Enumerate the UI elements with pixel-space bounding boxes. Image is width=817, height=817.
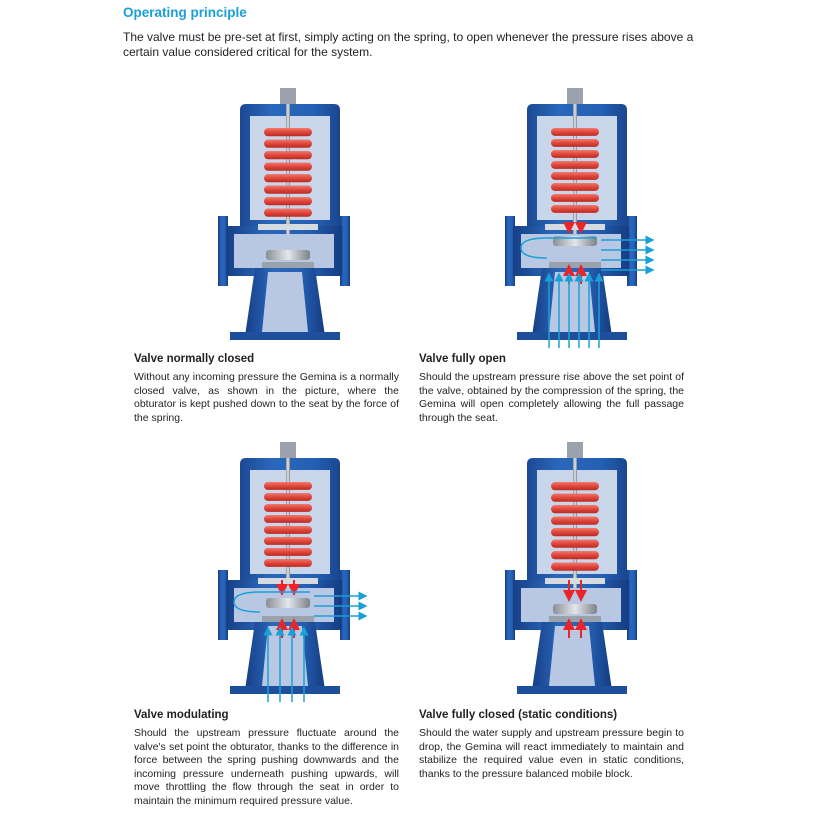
adjusting-nut <box>567 88 583 104</box>
valve-seat <box>549 262 601 268</box>
valve-body <box>505 442 637 694</box>
caption-title: Valve normally closed <box>134 353 255 365</box>
spring-coil <box>264 515 312 523</box>
inlet-bore <box>262 272 308 332</box>
spring-coil <box>551 551 599 559</box>
valve-open-illustration <box>487 88 667 348</box>
adjusting-nut <box>280 88 296 104</box>
spring-coil <box>551 128 599 136</box>
spring-coil <box>551 194 599 202</box>
inlet-bore <box>262 626 308 686</box>
intro-paragraph: The valve must be pre-set at first, simply acting on the spring, to open whenever the pressure rises above a certain value considered critical for the system. <box>123 30 694 59</box>
spring-coil <box>551 205 599 213</box>
caption-body: Should the water supply and upstream pressure begin to drop, the Gemina will react immediately to maintain and stabilize the required value even in static conditions, thanks to the pressure balanced mobile block. <box>419 727 684 780</box>
spring-coil <box>264 526 312 534</box>
caption-open <box>419 353 684 425</box>
spring-coil <box>264 559 312 567</box>
adjusting-nut <box>567 442 583 458</box>
spring-coil <box>264 186 312 194</box>
spring-coil <box>551 161 599 169</box>
valve-body <box>218 88 350 340</box>
spring-coil <box>264 504 312 512</box>
caption-closed <box>134 353 399 425</box>
inlet-base-flange <box>517 332 627 340</box>
stem <box>286 458 290 588</box>
spring-coil <box>264 493 312 501</box>
valve-seat <box>262 616 314 622</box>
spring-coil <box>264 128 312 136</box>
obturator <box>553 604 597 614</box>
valve-closed-illustration <box>200 88 380 348</box>
spring-plate <box>545 578 605 584</box>
spring-coil <box>551 482 599 490</box>
spring-coil <box>264 537 312 545</box>
obturator <box>266 598 310 608</box>
spring-coil <box>264 163 312 171</box>
inlet-bore <box>549 626 595 686</box>
spring-coil <box>264 197 312 205</box>
inlet-base-flange <box>230 332 340 340</box>
spring-coil <box>551 528 599 536</box>
spring-plate <box>258 224 318 230</box>
stem <box>573 104 577 234</box>
spring-coil <box>264 151 312 159</box>
spring-coil <box>551 505 599 513</box>
spring-coil <box>551 540 599 548</box>
spring-plate <box>258 578 318 584</box>
spring-coil <box>264 482 312 490</box>
valve-modulating-illustration <box>200 442 380 702</box>
spring-coil <box>551 172 599 180</box>
spring-coil <box>551 150 599 158</box>
caption-static-closed <box>419 709 684 781</box>
valve-body <box>505 88 653 348</box>
caption-body: Should the upstream pressure rise above the set point of the valve, obtained by the compression of the spring, the Gemina will open completely allowing the full passage through the seat. <box>419 371 684 424</box>
obturator <box>266 250 310 260</box>
inlet-base-flange <box>517 686 627 694</box>
valve-body <box>218 442 366 702</box>
caption-title: Valve fully closed (static conditions) <box>419 709 618 721</box>
spring-plate <box>545 224 605 230</box>
caption-title: Valve fully open <box>419 353 506 365</box>
spring-coil <box>551 494 599 502</box>
valve-static-closed-illustration <box>487 442 667 702</box>
inlet-base-flange <box>230 686 340 694</box>
spring-coil <box>551 517 599 525</box>
spring-coil <box>264 174 312 182</box>
caption-body: Without any incoming pressure the Gemina is a normally closed valve, as shown in the picture, where the obturator is kept pushed down to the seat by the force of the spring. <box>134 371 399 424</box>
spring-coil <box>551 563 599 571</box>
spring-coil <box>264 548 312 556</box>
caption-modulating <box>134 709 399 809</box>
valve-seat <box>262 262 314 268</box>
page-heading: Operating principle <box>123 5 247 20</box>
spring-coil <box>264 140 312 148</box>
caption-body: Should the upstream pressure fluctuate around the valve's set point the obturator, thanks to the difference in force between the spring pushing downwards and the incoming pressure underneath pushing upwards, will move throttling the flow through the seat in order to maintain the minimum required pressure value. <box>134 727 399 807</box>
inlet-bore <box>549 272 595 332</box>
valve-seat <box>549 616 601 622</box>
caption-title: Valve modulating <box>134 709 229 721</box>
spring-coil <box>551 183 599 191</box>
spring-coil <box>551 139 599 147</box>
spring-coil <box>264 209 312 217</box>
adjusting-nut <box>280 442 296 458</box>
